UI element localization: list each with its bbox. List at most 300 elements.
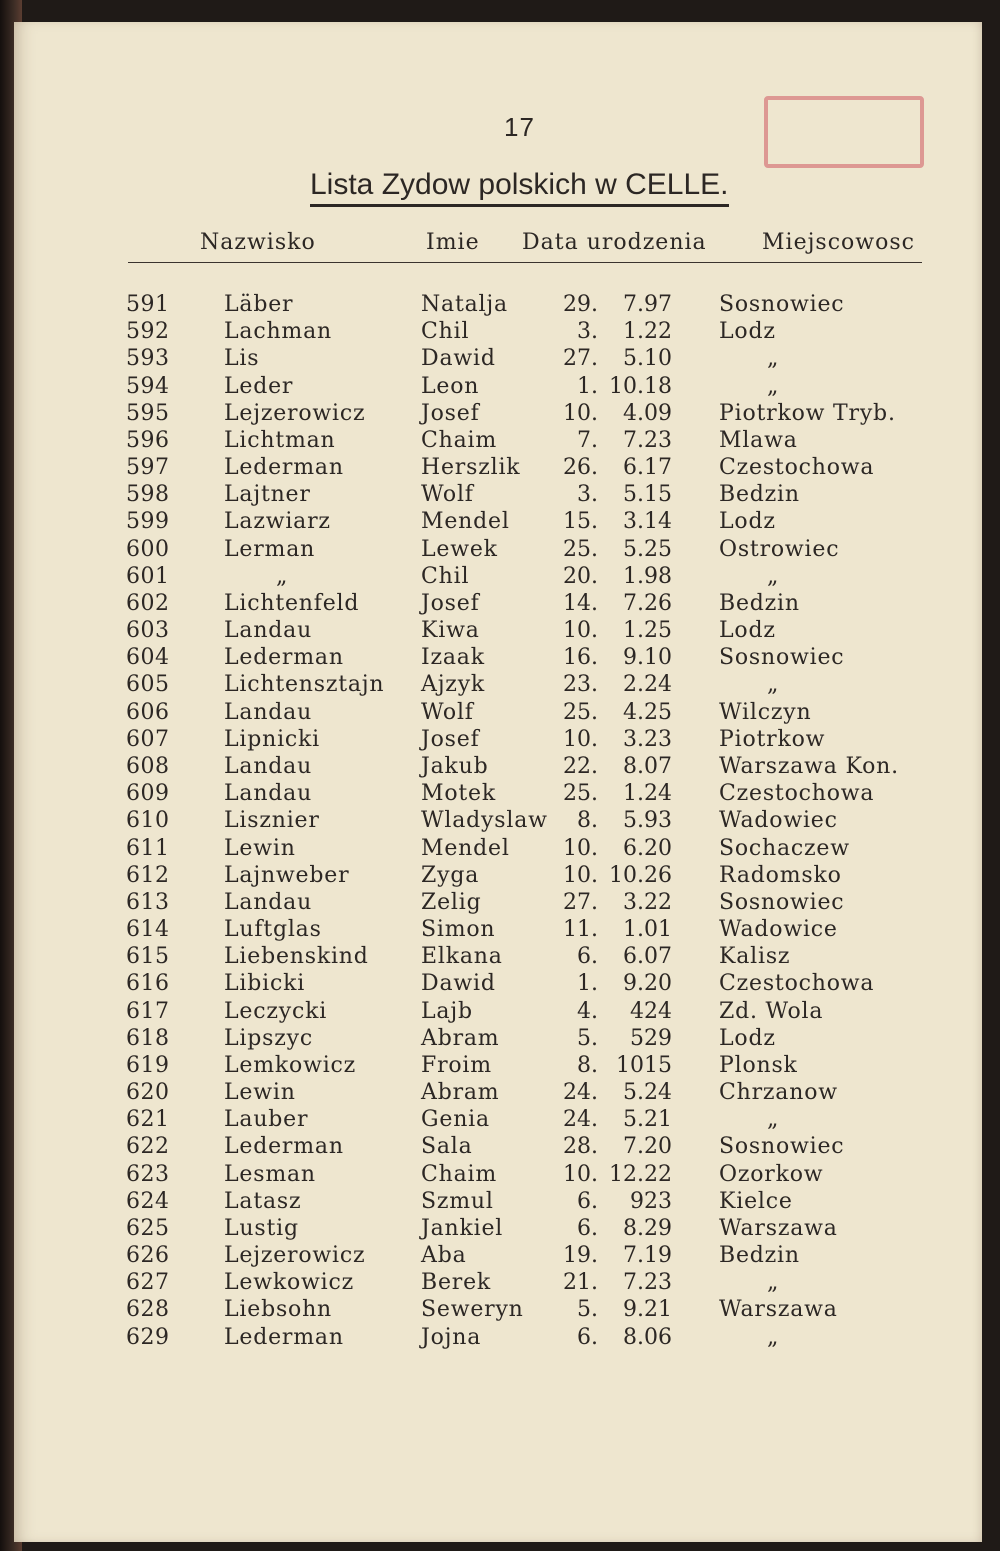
birth-day-cell: 25. [563,536,598,562]
table-row [126,1269,926,1296]
birth-day-cell: 5. [577,1297,598,1323]
surname-cell: Lederman [224,1324,344,1350]
entry-number-cell: 596 [126,427,170,453]
entry-number-cell: 597 [126,455,170,481]
birth-day-cell: 25. [563,781,598,807]
place-cell: Radomsko [719,862,842,888]
surname-cell: Lisznier [224,808,320,834]
entry-number-cell: 595 [126,400,170,426]
header-birth-date: Data urodzenia [522,230,707,255]
place-cell: Chrzanow [719,1080,838,1106]
table-row [126,590,926,617]
birth-year-cell: 18 [644,373,672,399]
birth-month-cell: 5. [623,1107,644,1133]
first-name-cell: Motek [421,781,496,807]
table-row [126,943,926,970]
place-cell: „ [767,373,780,399]
place-cell: Sochaczew [719,835,850,861]
first-name-cell: Wladyslaw [421,808,548,834]
birth-year-cell: 23 [644,1270,672,1296]
birth-year-cell: 10 [644,346,672,372]
birth-year-cell: 23 [644,1188,672,1214]
entry-number-cell: 629 [126,1324,170,1350]
birth-day-cell: 21. [563,1270,598,1296]
birth-year-cell: 21 [644,1297,672,1323]
surname-cell: Lejzerowicz [224,400,366,426]
birth-day-cell: 6. [577,944,598,970]
entry-number-cell: 627 [126,1270,170,1296]
birth-year-cell: 15 [644,482,672,508]
birth-day-cell: 10. [563,618,598,644]
birth-month-cell: 3. [623,726,644,752]
surname-cell: Lewin [224,835,296,861]
surname-cell: Lerman [224,536,316,562]
birth-month-cell: 5. [623,346,644,372]
first-name-cell: Jojna [421,1324,482,1350]
surname-cell: Lemkowicz [224,1052,357,1078]
first-name-cell: Josef [421,590,480,616]
first-name-cell: Josef [421,400,480,426]
place-cell: „ [767,346,780,372]
surname-cell: Latasz [224,1188,302,1214]
table-row [126,862,926,889]
first-name-cell: Simon [421,917,496,943]
surname-cell: Lichtenfeld [224,590,360,616]
surname-cell: Leczycki [224,998,328,1024]
table-row [126,563,926,590]
birth-month-cell: 5 [630,1025,644,1051]
surname-cell: Landau [224,889,313,915]
birth-month-cell: 9. [623,1297,644,1323]
entry-number-cell: 621 [126,1107,170,1133]
entry-number-cell: 601 [126,563,170,589]
birth-year-cell: 22 [644,889,672,915]
birth-day-cell: 29. [563,292,598,318]
place-cell: Czestochowa [719,455,875,481]
birth-month-cell: 5. [623,1080,644,1106]
entry-number-cell: 602 [126,590,170,616]
birth-day-cell: 25. [563,699,598,725]
place-cell: „ [767,672,780,698]
first-name-cell: Wolf [421,482,474,508]
birth-day-cell: 10. [563,835,598,861]
surname-cell: Libicki [224,971,306,997]
place-cell: Wadowiec [719,808,838,834]
place-cell: Lodz [719,1025,776,1051]
table-row [126,454,926,481]
table-row [126,291,926,318]
birth-month-cell: 10. [609,373,644,399]
birth-month-cell: 1. [623,563,644,589]
birth-day-cell: 8. [577,1052,598,1078]
table-row [126,1215,926,1242]
birth-month-cell: 4. [623,400,644,426]
birth-day-cell: 6. [577,1188,598,1214]
surname-cell: Lewkowicz [224,1270,355,1296]
entry-number-cell: 607 [126,726,170,752]
surname-cell: Lipnicki [224,726,321,752]
table-row [126,373,926,400]
surname-cell: Lipszyc [224,1025,313,1051]
birth-day-cell: 24. [563,1080,598,1106]
surname-cell: Lis [224,346,260,372]
birth-day-cell: 20. [563,563,598,589]
page-number: 17 [504,112,535,142]
birth-year-cell: 17 [644,455,672,481]
table-row [126,726,926,753]
table-row [126,1052,926,1079]
place-cell: Kielce [719,1188,793,1214]
table-row [126,807,926,834]
place-cell: Plonsk [719,1052,798,1078]
first-name-cell: Wolf [421,699,474,725]
birth-year-cell: 06 [644,1324,672,1350]
birth-month-cell: 12. [609,1161,644,1187]
birth-day-cell: 27. [563,889,598,915]
place-cell: Bedzin [719,482,800,508]
entry-number-cell: 598 [126,482,170,508]
table-row [126,1242,926,1269]
surname-cell: Liebsohn [224,1297,333,1323]
surname-cell: Landau [224,618,313,644]
place-cell: Ostrowiec [719,536,840,562]
first-name-cell: Seweryn [421,1297,524,1323]
table-row [126,508,926,535]
birth-day-cell: 22. [563,754,598,779]
entry-number-cell: 606 [126,699,170,725]
first-name-cell: Chil [421,319,470,345]
birth-year-cell: 24 [644,781,672,807]
surname-cell: Lederman [224,645,344,671]
birth-year-cell: 26 [644,590,672,616]
table-row [126,644,926,671]
birth-month-cell: 2. [623,672,644,698]
stamp-box [764,96,924,168]
birth-month-cell: 7. [623,1134,644,1160]
birth-year-cell: 25 [644,536,672,562]
surname-cell: Lesman [224,1161,316,1187]
table-row [126,345,926,372]
place-cell: Kalisz [719,944,791,970]
birth-month-cell: 7. [623,590,644,616]
table-row [126,1324,926,1351]
first-name-cell: Abram [421,1080,500,1106]
table-row [126,400,926,427]
first-name-cell: Dawid [421,346,496,372]
surname-cell: Liebenskind [224,944,369,970]
birth-day-cell: 3. [577,319,598,345]
first-name-cell: Leon [421,373,480,399]
table-row [126,1296,926,1323]
place-cell: Warszawa Kon. [719,754,899,779]
birth-year-cell: 07 [644,944,672,970]
birth-day-cell: 27. [563,346,598,372]
place-cell: Sosnowiec [719,645,845,671]
birth-month-cell: 9. [623,645,644,671]
table-row [126,916,926,943]
table-row [126,889,926,916]
place-cell: Piotrkow [719,726,826,752]
place-cell: „ [767,1107,780,1133]
surname-cell: Lauber [224,1107,309,1133]
table-row [126,997,926,1024]
birth-day-cell: 4. [577,998,598,1024]
first-name-cell: Lewek [421,536,498,562]
first-name-cell: Szmul [421,1188,494,1214]
table-row [126,970,926,997]
birth-day-cell: 28. [563,1134,598,1160]
place-cell: „ [767,563,780,589]
birth-month-cell: 3. [623,509,644,535]
birth-day-cell: 15. [563,509,598,535]
surname-cell: Lazwiarz [224,509,331,535]
header-rule [128,262,922,263]
first-name-cell: Chil [421,563,470,589]
entry-number-cell: 593 [126,346,170,372]
birth-year-cell: 25 [644,699,672,725]
birth-day-cell: 10. [563,862,598,888]
birth-year-cell: 24 [644,998,672,1024]
birth-day-cell: 10. [563,726,598,752]
surname-cell: „ [276,563,289,589]
first-name-cell: Herszlik [421,455,521,481]
place-cell: Piotrkow Tryb. [719,400,896,426]
place-cell: Czestochowa [719,971,875,997]
birth-month-cell: 4 [630,998,644,1024]
surname-cell: Landau [224,781,313,807]
place-cell: Wadowice [719,917,838,943]
first-name-cell: Lajb [421,998,473,1024]
entry-number-cell: 613 [126,889,170,915]
birth-year-cell: 10 [644,645,672,671]
table-row [126,753,926,780]
birth-month-cell: 6. [623,944,644,970]
entry-number-cell: 616 [126,971,170,997]
column-header-row [14,230,982,260]
birth-year-cell: 01 [644,917,672,943]
header-place: Miejscowosc [762,230,915,255]
surname-cell: Lichtensztajn [224,672,385,698]
birth-day-cell: 8. [577,808,598,834]
birth-year-cell: 20 [644,835,672,861]
entry-number-cell: 599 [126,509,170,535]
first-name-cell: Froim [421,1052,492,1078]
first-name-cell: Chaim [421,1161,498,1187]
entry-number-cell: 618 [126,1025,170,1051]
header-surname: Nazwisko [200,230,316,255]
header-first-name: Imie [426,230,480,255]
birth-year-cell: 21 [644,1107,672,1133]
birth-month-cell: 1. [623,917,644,943]
birth-month-cell: 5. [623,482,644,508]
birth-day-cell: 14. [563,590,598,616]
birth-day-cell: 5. [577,1025,598,1051]
entry-number-cell: 614 [126,917,170,943]
birth-month-cell: 6. [623,455,644,481]
birth-month-cell: 8. [623,1215,644,1241]
birth-day-cell: 1. [577,373,598,399]
first-name-cell: Mendel [421,509,510,535]
birth-year-cell: 14 [644,509,672,535]
entry-number-cell: 625 [126,1215,170,1241]
entry-number-cell: 604 [126,645,170,671]
surname-cell: Lederman [224,1134,344,1160]
birth-month-cell: 7. [623,292,644,318]
birth-year-cell: 29 [644,1025,672,1051]
birth-year-cell: 23 [644,427,672,453]
surname-cell: Lachman [224,319,332,345]
first-name-cell: Berek [421,1270,492,1296]
birth-day-cell: 16. [563,645,598,671]
entry-number-cell: 623 [126,1161,170,1187]
table-row [126,699,926,726]
entry-number-cell: 626 [126,1243,170,1269]
first-name-cell: Mendel [421,835,510,861]
entry-number-cell: 605 [126,672,170,698]
entry-number-cell: 615 [126,944,170,970]
birth-year-cell: 98 [644,563,672,589]
birth-month-cell: 9 [630,1188,644,1214]
birth-month-cell: 3. [623,889,644,915]
first-name-cell: Genia [421,1107,490,1133]
entry-number-cell: 624 [126,1188,170,1214]
surname-cell: Lustig [224,1215,299,1241]
first-name-cell: Zyga [421,862,480,888]
birth-year-cell: 09 [644,400,672,426]
birth-day-cell: 26. [563,455,598,481]
surname-cell: Luftglas [224,917,322,943]
birth-year-cell: 20 [644,971,672,997]
table-row [126,1079,926,1106]
table-row [126,834,926,861]
surname-cell: Lederman [224,455,344,481]
birth-month-cell: 7. [623,1243,644,1269]
first-name-cell: Izaak [421,645,485,671]
birth-year-cell: 29 [644,1215,672,1241]
first-name-cell: Josef [421,726,480,752]
entry-number-cell: 603 [126,618,170,644]
table-row [126,1106,926,1133]
birth-year-cell: 93 [644,808,672,834]
birth-year-cell: 24 [644,672,672,698]
birth-month-cell: 10. [609,862,644,888]
place-cell: Bedzin [719,590,800,616]
entry-number-cell: 628 [126,1297,170,1323]
first-name-cell: Jankiel [421,1215,504,1241]
place-cell: Lodz [719,618,776,644]
birth-year-cell: 22 [644,319,672,345]
birth-year-cell: 26 [644,862,672,888]
place-cell: Sosnowiec [719,292,845,318]
entry-number-cell: 600 [126,536,170,562]
table-row [126,481,926,508]
first-name-cell: Elkana [421,944,503,970]
first-name-cell: Ajzyk [421,672,486,698]
place-cell: Zd. Wola [719,998,824,1024]
birth-day-cell: 19. [563,1243,598,1269]
place-cell: Wilczyn [719,699,812,725]
birth-day-cell: 1. [577,971,598,997]
place-cell: Czestochowa [719,781,875,807]
entry-number-cell: 592 [126,319,170,345]
birth-day-cell: 24. [563,1107,598,1133]
birth-day-cell: 7. [577,427,598,453]
surname-cell: Leder [224,373,294,399]
names-table [126,291,926,1351]
birth-year-cell: 19 [644,1243,672,1269]
place-cell: Ozorkow [719,1161,824,1187]
surname-cell: Läber [224,292,294,318]
entry-number-cell: 609 [126,781,170,807]
surname-cell: Landau [224,754,313,779]
document-page [14,22,982,1542]
birth-month-cell: 4. [623,699,644,725]
table-row [126,536,926,563]
entry-number-cell: 591 [126,292,170,318]
table-row [126,318,926,345]
table-row [126,427,926,454]
surname-cell: Lajnweber [224,862,350,888]
place-cell: „ [767,1270,780,1296]
entry-number-cell: 611 [126,835,170,861]
birth-month-cell: 6. [623,835,644,861]
entry-number-cell: 619 [126,1052,170,1078]
place-cell: Sosnowiec [719,1134,845,1160]
birth-year-cell: 24 [644,1080,672,1106]
page-title: Lista Zydow polskich w CELLE. [310,168,729,207]
place-cell: Bedzin [719,1243,800,1269]
birth-year-cell: 07 [644,754,672,779]
birth-day-cell: 3. [577,482,598,508]
first-name-cell: Natalja [421,292,508,318]
table-row [126,1161,926,1188]
place-cell: Warszawa [719,1297,838,1323]
birth-month-cell: 8. [623,1324,644,1350]
table-row [126,1133,926,1160]
entry-number-cell: 610 [126,808,170,834]
birth-day-cell: 6. [577,1324,598,1350]
first-name-cell: Sala [421,1134,473,1160]
birth-month-cell: 9. [623,971,644,997]
entry-number-cell: 608 [126,754,170,779]
birth-day-cell: 10. [563,400,598,426]
entry-number-cell: 620 [126,1080,170,1106]
place-cell: Lodz [719,509,776,535]
entry-number-cell: 594 [126,373,170,399]
surname-cell: Lajtner [224,482,311,508]
birth-year-cell: 23 [644,726,672,752]
entry-number-cell: 617 [126,998,170,1024]
table-row [126,617,926,644]
birth-month-cell: 7. [623,1270,644,1296]
first-name-cell: Aba [421,1243,467,1269]
place-cell: Sosnowiec [719,889,845,915]
place-cell: „ [767,1324,780,1350]
place-cell: Warszawa [719,1215,838,1241]
table-row [126,1188,926,1215]
table-row [126,671,926,698]
surname-cell: Lichtman [224,427,336,453]
entry-number-cell: 622 [126,1134,170,1160]
first-name-cell: Dawid [421,971,496,997]
birth-month-cell: 1. [623,618,644,644]
place-cell: Mlawa [719,427,798,453]
first-name-cell: Kiwa [421,618,480,644]
birth-day-cell: 23. [563,672,598,698]
first-name-cell: Abram [421,1025,500,1051]
birth-day-cell: 11. [563,917,598,943]
table-row [126,1025,926,1052]
